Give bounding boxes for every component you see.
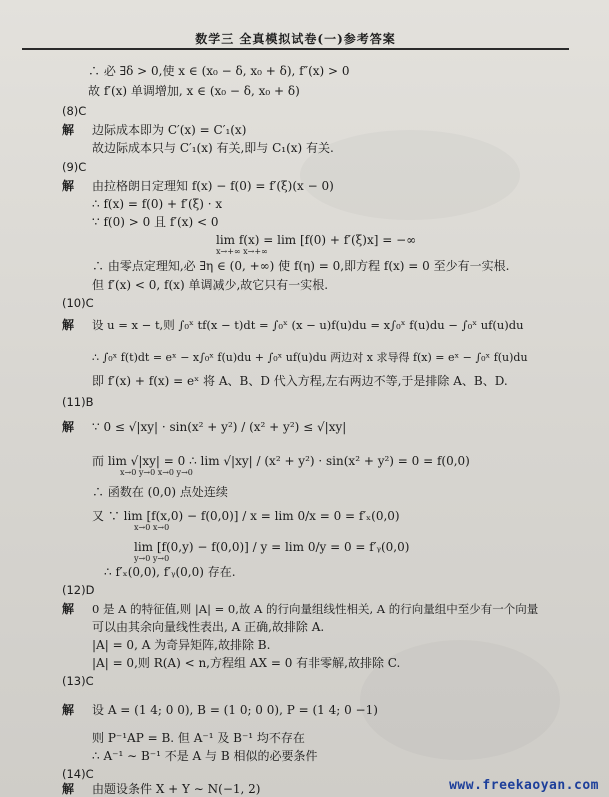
answer-line: ∴ f′ₓ(0,0), f′ᵧ(0,0) 存在.	[104, 565, 236, 579]
formula-subscript: x→+∞ x→+∞	[216, 247, 268, 256]
formula-line: 而 lim √|xy| = 0 ∴ lim √|xy| / (x² + y²) · sin(x² + y²) = 0 = f(0,0)	[92, 454, 470, 468]
answer-line: ∴ A⁻¹ ∼ B⁻¹ 不是 A 与 B 相似的必要条件	[92, 749, 318, 763]
watermark-url: www.freekaoyan.com	[449, 778, 599, 793]
solution-label: 解	[62, 782, 75, 796]
solution-label: 解	[62, 703, 75, 717]
answer-line: 边际成本即为 C′(x) = C′₁(x)	[92, 123, 247, 137]
question-number: (9)C	[62, 160, 87, 174]
answer-line: 但 f′(x) < 0, f(x) 单调减少,故它只有一实根.	[92, 278, 329, 292]
answer-line: ∴ 必 ∃δ > 0,使 x ∈ (x₀ − δ, x₀ + δ), f″(x) > 0	[88, 64, 350, 78]
formula-subscript: x→0 y→0 x→0 y→0	[120, 468, 193, 477]
answer-line: 0 是 A 的特征值,则 |A| = 0,故 A 的行向量组线性相关, A 的行向量组中至少有一个向量	[92, 602, 539, 616]
answer-line: ∴ 函数在 (0,0) 点处连续	[92, 485, 228, 499]
formula-subscript: x→0 x→0	[134, 523, 170, 532]
answer-line: 由题设条件 X + Y ∼ N(−1, 2)	[92, 782, 261, 796]
solution-label: 解	[62, 123, 75, 137]
answer-line: 故边际成本只与 C′₁(x) 有关,即与 C₁(x) 有关.	[92, 141, 334, 155]
page-header: 数学三 全真模拟试卷(一)参考答案	[22, 30, 569, 50]
answer-line: 可以由其余向量线性表出, A 正确,故排除 A.	[92, 620, 325, 634]
answer-line: ∵ f(0) > 0 且 f′(x) < 0	[92, 215, 219, 229]
solution-label: 解	[62, 179, 75, 193]
question-number: (13)C	[62, 674, 94, 688]
answer-line: 则 P⁻¹AP = B. 但 A⁻¹ 及 B⁻¹ 均不存在	[92, 731, 305, 745]
formula-line: 设 u = x − t,则 ∫₀ˣ tf(x − t)dt = ∫₀ˣ (x − u)f(u)du = x∫₀ˣ f(u)du − ∫₀ˣ uf(u)du	[92, 318, 524, 332]
formula-line: 又 ∵ lim [f(x,0) − f(0,0)] / x = lim 0/x = 0 = f′ₓ(0,0)	[92, 509, 400, 523]
answer-line: 由拉格朗日定理知 f(x) − f(0) = f′(ξ)(x − 0)	[92, 179, 334, 193]
solution-label: 解	[62, 420, 75, 434]
formula-line: lim [f(0,y) − f(0,0)] / y = lim 0/y = 0 = f′ᵧ(0,0)	[134, 540, 410, 554]
answer-line: 即 f′(x) + f(x) = eˣ 将 A、B、D 代入方程,左右两边不等,于是排除 A、B、D.	[92, 374, 508, 388]
formula-line: 设 A = (1 4; 0 0), B = (1 0; 0 0), P = (1 4; 0 −1)	[92, 703, 378, 717]
formula-line: ∵ 0 ≤ √|xy| · sin(x² + y²) / (x² + y²) ≤ √|xy|	[92, 420, 347, 434]
formula-subscript: y→0 y→0	[134, 554, 170, 563]
answer-line: |A| = 0, A 为奇异矩阵,故排除 B.	[92, 638, 271, 652]
answer-line: 故 f′(x) 单调增加, x ∈ (x₀ − δ, x₀ + δ)	[88, 84, 300, 98]
solution-label: 解	[62, 602, 75, 616]
answer-line: |A| = 0,则 R(A) < n,方程组 AX = 0 有非零解,故排除 C.	[92, 656, 401, 670]
question-number: (12)D	[62, 583, 95, 597]
answer-line: ∴ f(x) = f(0) + f′(ξ) · x	[92, 197, 223, 211]
formula-line: ∴ ∫₀ˣ f(t)dt = eˣ − x∫₀ˣ f(u)du + ∫₀ˣ uf(u)du 两边对 x 求导得 f(x) = eˣ − ∫₀ˣ f(u)du	[92, 351, 528, 364]
answer-line: ∴ 由零点定理知,必 ∃η ∈ (0, +∞) 使 f(η) = 0,即方程 f(x) = 0 至少有一实根.	[92, 259, 510, 273]
question-number: (11)B	[62, 395, 94, 409]
question-number: (14)C	[62, 767, 94, 781]
question-number: (10)C	[62, 296, 94, 310]
formula-line: lim f(x) = lim [f(0) + f′(ξ)x] = −∞	[216, 233, 417, 247]
solution-label: 解	[62, 318, 75, 332]
question-number: (8)C	[62, 104, 87, 118]
